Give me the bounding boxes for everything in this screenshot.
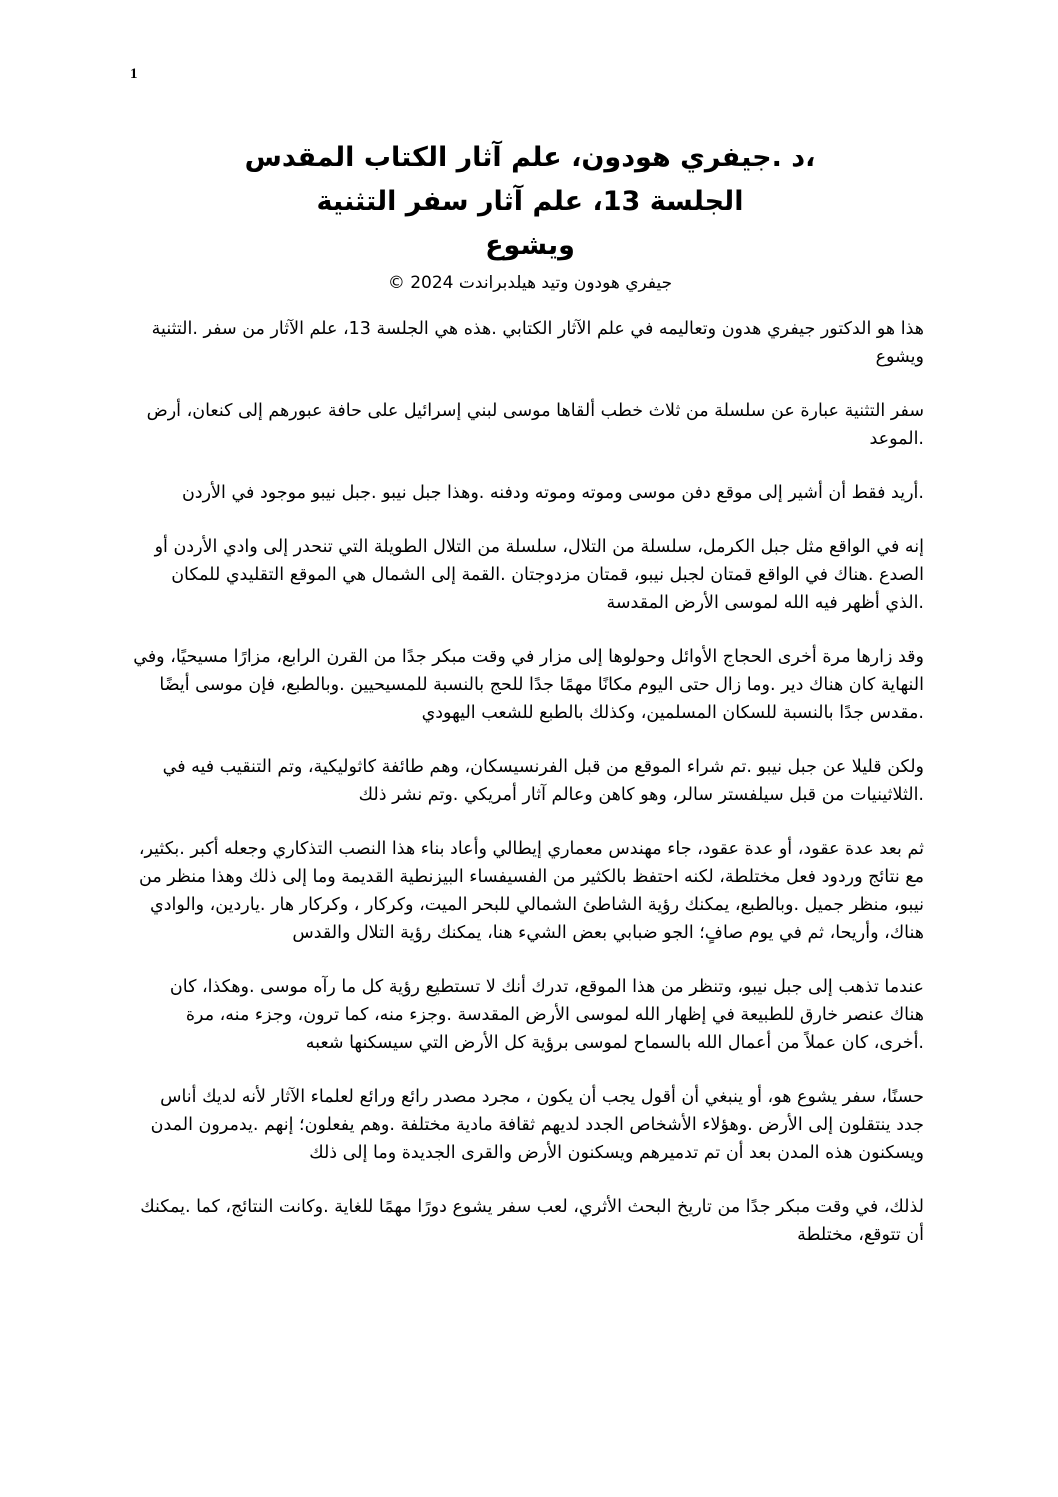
paragraph-5: وقد زارها مرة أخرى الحجاج الأوائل وحولوها إلى مزار في وقت مبكر جدًا من القرن الرابع، مزارًا مسيحيًا، وفي النهاية كان هناك دير .وما زال حتى اليوم مكانًا مهمًا جدًا للحج بالنسبة للمسيحيين .وبالطبع، فإن موسى أيضًا .مقدس جدًا بالنسبة للسكان المسلمين، وكذلك بالطبع للشعب اليهودي — [133, 647, 924, 723]
paragraph-3: .أريد فقط أن أشير إلى موقع دفن موسى وموته وموته ودفنه .وهذا جبل نيبو .جبل نيبو موجود في الأردن — [181, 483, 924, 503]
paragraph-6: ولكن قليلا عن جبل نيبو .تم شراء الموقع من قبل الفرنسيسكان، وهم طائفة كاثوليكية، وتم التنقيب فيه في .الثلاثينيات من قبل سيلفستر سالر، وهو كاهن وعالم آثار أمريكي .وتم نشر ذلك — [162, 757, 924, 805]
document-body — [132, 315, 924, 1275]
paragraph-1: هذا هو الدكتور جيفري هدون وتعاليمه في علم الآثار الكتابي .هذه هي الجلسة 13، علم الآثار من سفر .التثنية ويشوع — [151, 319, 924, 367]
paragraph-2: سفر التثنية عبارة عن سلسلة من ثلاث خطب ألقاها موسى لبني إسرائيل على حافة عبورهم إلى كنعان، أرض .الموعد — [146, 401, 924, 449]
page-number: 1 — [130, 66, 138, 82]
paragraph-10: لذلك، في وقت مبكر جدًا من تاريخ البحث الأثري، لعب سفر يشوع دورًا مهمًا للغاية .وكانت النتائج، كما .يمكنك أن تتوقع، مختلطة — [140, 1197, 924, 1245]
paragraph-4: إنه في الواقع مثل جبل الكرمل، سلسلة من التلال، سلسلة من التلال الطويلة التي تنحدر إلى وادي الأردن أو الصدع .هناك في الواقع قمتان لجبل نيبو، قمتان مزدوجتان .القمة إلى الشمال هي الموقع التقليدي للمكان .الذي أظهر فيه الله لموسى الأرض المقدسة — [154, 537, 924, 613]
paragraph-7: ثم بعد عدة عقود، أو عدة عقود، جاء مهندس معماري إيطالي وأعاد بناء هذا النصب التذكاري وجعله أكبر .بكثير، مع نتائج وردود فعل مختلطة، لكنه احتفظ بالكثير من الفسيفساء البيزنطية القديمة وما إلى ذلك وهذا منظر من نيبو، منظر جميل .وبالطبع، يمكنك رؤية الشاطئ الشمالي للبحر الميت، وكركار ، وكركار هار .ياردين، والوادي هناك، وأريحا، ثم في يوم صافٍ؛ الجو ضبابي بعض الشيء هنا، يمكنك رؤية التلال والقدس — [138, 839, 924, 943]
paragraph-8: عندما تذهب إلى جبل نيبو، وتنظر من هذا الموقع، تدرك أنك لا تستطيع رؤية كل ما رآه موسى .وهكذا، كان هناك عنصر خارق للطبيعة في إظهار الله لموسى الأرض المقدسة .وجزء منه، كما ترون، وجزء منه، مرة .أخرى، كان عملاً من أعمال الله بالسماح لموسى برؤية كل الأرض التي سيسكنها شعبه — [169, 977, 924, 1053]
title-line-1: ،د .جيفري هودون، علم آثار الكتاب المقدس — [244, 142, 816, 173]
document-header — [150, 136, 910, 296]
title-line-2: الجلسة 13، علم آثار سفر التثنية — [316, 186, 744, 217]
title-line-3: ويشوع — [485, 230, 575, 261]
paragraph-9: حسنًا، سفر يشوع هو، أو ينبغي أن أقول يجب أن يكون ، مجرد مصدر رائع ورائع لعلماء الآثار لأنه لديك أناس جدد ينتقلون إلى الأرض .وهؤلاء الأشخاص الجدد لديهم ثقافة مادية مختلفة .وهم يفعلون؛ إنهم .يدمرون المدن ويسكنون هذه المدن بعد أن تم تدميرهم ويسكنون الأرض والقرى الجديدة وما إلى ذلك — [150, 1087, 924, 1163]
copyright-line: جيفري هودون وتيد هيلدبراندت 2024 © — [387, 273, 673, 293]
